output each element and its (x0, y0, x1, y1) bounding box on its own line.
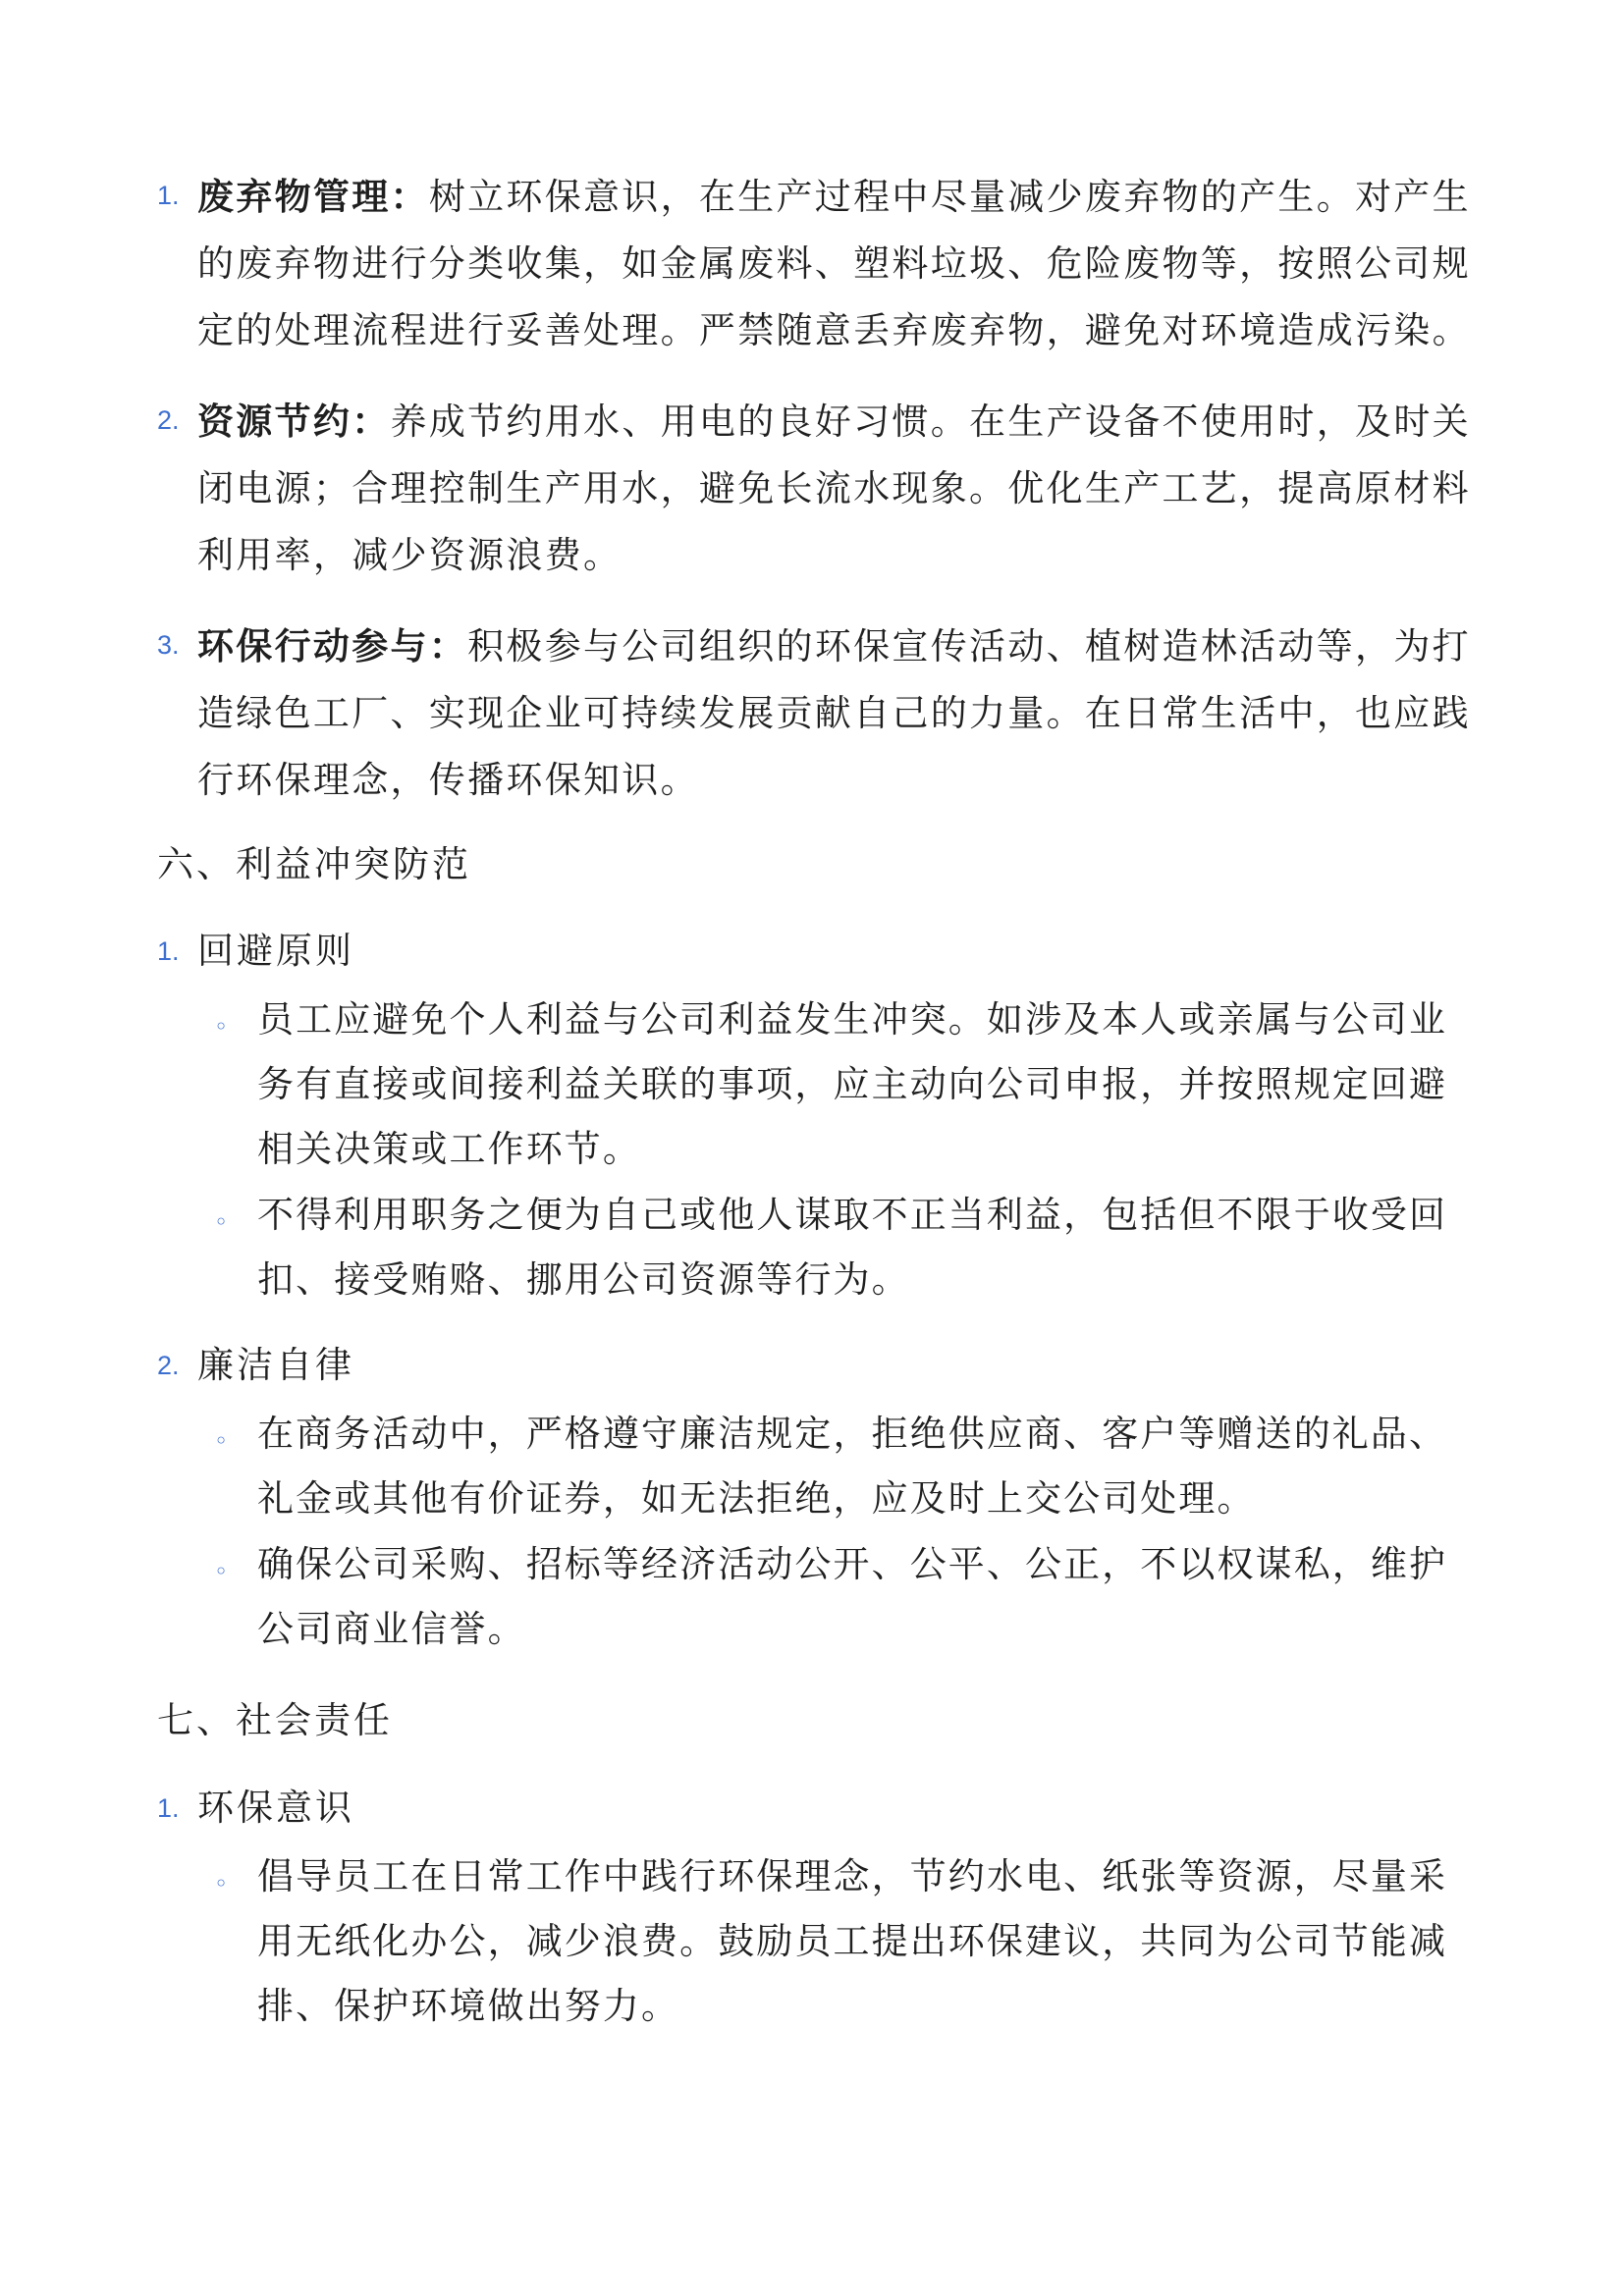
item-term: 废弃物管理 (197, 176, 391, 218)
bullet-item: 倡导员工在日常工作中践行环保理念，节约水电、纸张等资源，尽量采用无纸化办公，减少浪费。鼓励员工提出环保建议，共同为公司节能减排、保护环境做出努力。 (257, 1855, 1448, 2027)
item-term: 环保行动参与 (197, 625, 429, 667)
list-marker: 1. (157, 181, 180, 210)
section-title: 七、社会责任 (157, 1699, 393, 1741)
list-marker: 1. (157, 936, 180, 966)
bullet-marker: ◦ (214, 1427, 229, 1455)
subsection-title: 回避原则 (197, 930, 354, 972)
list-marker: 2. (157, 1351, 180, 1380)
bullet-marker: ◦ (214, 1870, 229, 1897)
item-term: 资源节约 (197, 400, 352, 443)
list-item (197, 164, 1486, 364)
item-sep: ： (428, 625, 468, 667)
bullet-marker: ◦ (214, 1013, 229, 1041)
subsection-title: 廉洁自律 (197, 1344, 354, 1386)
bullet-marker: ◦ (214, 1558, 229, 1585)
bullet-item: 员工应避免个人利益与公司利益发生冲突。如涉及本人或亲属与公司业务有直接或间接利益关联的事项，应主动向公司申报，并按照规定回避相关决策或工作环节。 (257, 998, 1448, 1170)
bullet-item: 不得利用职务之便为自己或他人谋取不正当利益，包括但不限于收受回扣、接受贿赂、挪用公司资源等行为。 (257, 1194, 1448, 1301)
item-text: 养成节约用水、用电的良好习惯。在生产设备不使用时，及时关闭电源；合理控制生产用水，避免长流水现象。优化生产工艺，提高原材料利用率，减少资源浪费。 (197, 400, 1471, 576)
item-sep: ： (352, 400, 391, 443)
bullet-item: 确保公司采购、招标等经济活动公开、公平、公正，不以权谋私，维护公司商业信誉。 (257, 1543, 1448, 1650)
item-text: 树立环保意识，在生产过程中尽量减少废弃物的产生。对产生的废弃物进行分类收集，如金属废料、塑料垃圾、危险废物等，按照公司规定的处理流程进行妥善处理。严禁随意丢弃废弃物，避免对环境造成污染。 (197, 176, 1471, 351)
item-sep: ： (390, 176, 429, 218)
section-title: 六、利益冲突防范 (157, 843, 471, 885)
list-marker: 2. (157, 405, 180, 435)
list-marker: 3. (157, 630, 180, 660)
subsection-title: 环保意识 (197, 1787, 354, 1829)
item-text: 积极参与公司组织的环保宣传活动、植树造林活动等，为打造绿色工厂、实现企业可持续发展贡献自己的力量。在日常生活中，也应践行环保理念，传播环保知识。 (197, 625, 1471, 801)
list-item (197, 614, 1486, 814)
bullet-item: 在商务活动中，严格遵守廉洁规定，拒绝供应商、客户等赠送的礼品、礼金或其他有价证券，如无法拒绝，应及时上交公司处理。 (257, 1413, 1448, 1520)
bullet-marker: ◦ (214, 1208, 229, 1236)
list-marker: 1. (157, 1793, 180, 1823)
list-item (197, 389, 1486, 589)
